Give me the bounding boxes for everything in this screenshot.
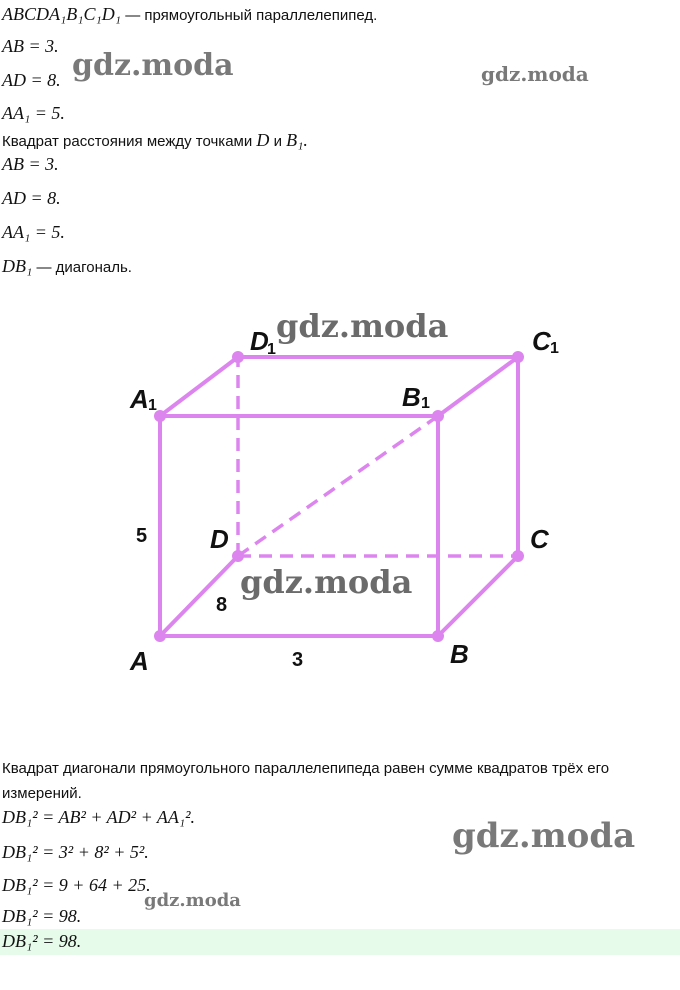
parallelepiped-figure bbox=[0, 300, 680, 700]
label-c1: C bbox=[532, 326, 551, 356]
vertex-b-dot bbox=[432, 630, 444, 642]
formula-squared: DB₁² = 9 + 64 + 25. bbox=[2, 875, 151, 895]
edge-a1-d1 bbox=[160, 357, 238, 416]
formula-result: DB₁² = 98. bbox=[2, 906, 82, 926]
label-a1: A bbox=[130, 384, 149, 414]
label-edge-ad: 8 bbox=[216, 594, 228, 616]
watermark-3: gdz.moda bbox=[452, 816, 636, 856]
solution-ab: AB = 3. bbox=[2, 154, 59, 174]
watermark-2: gdz.moda bbox=[481, 62, 589, 86]
diagonal-text: — диагональ. bbox=[36, 259, 132, 276]
theorem-line-2: измерений. bbox=[2, 785, 82, 802]
solution-aa1: AA₁ = 5. bbox=[2, 222, 65, 242]
edge-b-c bbox=[438, 556, 518, 636]
formula-general: DB₁² = AB² + AD² + AA₁². bbox=[2, 807, 196, 827]
label-d1: D bbox=[250, 326, 269, 356]
theorem-line-1: Квадрат диагонали прямоугольного параллелепипеда равен сумме квадратов трёх его bbox=[2, 760, 610, 777]
label-b: B bbox=[450, 639, 469, 669]
label-c1-sub: 1 bbox=[550, 340, 559, 357]
label-c: C bbox=[530, 524, 549, 554]
answer-result: DB₁² = 98. bbox=[2, 931, 82, 951]
label-edge-ab: 3 bbox=[292, 649, 304, 671]
solution-ad: AD = 8. bbox=[2, 188, 61, 208]
diagonal-d-b1 bbox=[238, 416, 438, 556]
watermark-1: gdz.moda bbox=[72, 48, 234, 83]
vertex-d-dot bbox=[232, 550, 244, 562]
question-and: и bbox=[273, 133, 282, 150]
label-b1-sub: 1 bbox=[421, 395, 430, 412]
watermark-4: gdz.moda bbox=[144, 890, 241, 911]
edge-b1-c1 bbox=[438, 357, 518, 416]
math-parallelepiped: ABCDA₁B₁C₁D₁ bbox=[2, 4, 122, 24]
formula-substituted: DB₁² = 3² + 8² + 5². bbox=[2, 842, 149, 862]
label-a: A bbox=[130, 646, 149, 676]
diagonal-math: DB₁ bbox=[2, 256, 33, 276]
answer-highlight bbox=[0, 929, 680, 955]
label-edge-aa1: 5 bbox=[136, 525, 148, 547]
label-d: D bbox=[210, 524, 229, 554]
vertex-c1-dot bbox=[512, 351, 524, 363]
watermark-figure-top: gdz.moda bbox=[276, 307, 449, 345]
given-ab: AB = 3. bbox=[2, 36, 59, 56]
vertex-d1-dot bbox=[232, 351, 244, 363]
label-a1-sub: 1 bbox=[148, 397, 157, 414]
line-figure-name bbox=[2, 4, 377, 25]
question-point-b1: B₁. bbox=[286, 130, 308, 150]
question-point-d: D bbox=[256, 130, 270, 150]
label-d1-sub: 1 bbox=[267, 341, 276, 358]
vertex-c-dot bbox=[512, 550, 524, 562]
given-aa1: AA₁ = 5. bbox=[2, 103, 65, 123]
question-text: Квадрат расстояния между точками bbox=[2, 133, 253, 150]
diagonal-line bbox=[2, 256, 132, 277]
given-ad: AD = 8. bbox=[2, 70, 61, 90]
text-parallelepiped: — прямоугольный параллелепипед. bbox=[125, 7, 378, 24]
label-b1: B bbox=[402, 382, 421, 412]
vertex-a-dot bbox=[154, 630, 166, 642]
watermark-figure-bottom: gdz.moda bbox=[240, 563, 413, 601]
question-line bbox=[2, 130, 308, 151]
vertex-b1-dot bbox=[432, 410, 444, 422]
